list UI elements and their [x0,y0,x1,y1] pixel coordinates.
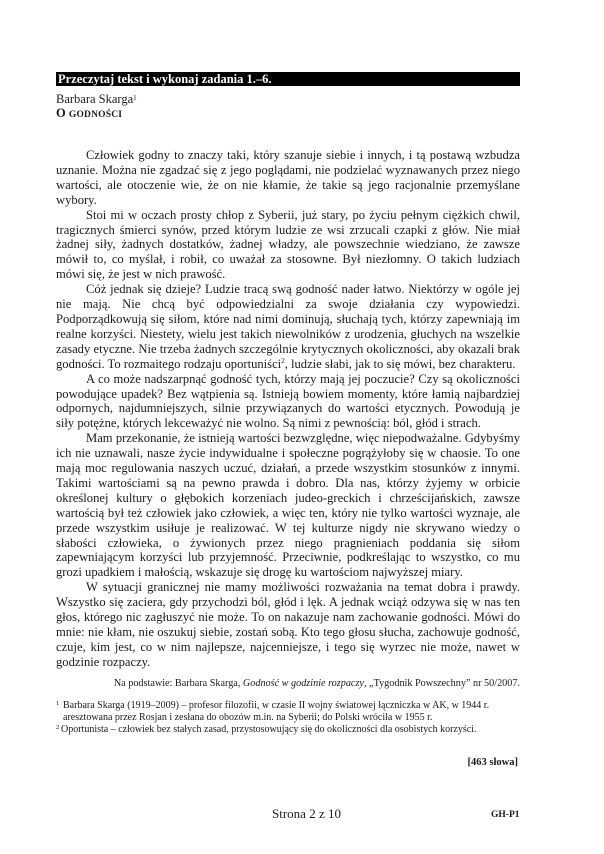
footnote-mark-2: 2 [281,356,285,365]
footnote-2-mark: 2 [56,723,60,731]
exam-code: GH-P1 [491,810,520,820]
paragraph-3 [56,282,520,371]
footnote-1-text: Barbara Skarga (1919–2009) – profesor filozofii, w czasie II wojny światowej łączniczka w AK, w 1944 r. aresztowana przez Rosjan i zesłana do obozów m.in. na Syberii; do Polski wróciła w 1955 r. [63,699,490,723]
author-name: Barbara Skarga [56,92,134,106]
word-count: [463 słowa] [467,756,518,768]
footnote-2-text: Oportunista – człowiek bez stałych zasad, przystosowujący się do okoliczności dla osobistych korzyści. [61,723,477,735]
footnote-2 [56,724,520,736]
source-suffix: , „Tygodnik Powszechny” nr 50/2007. [363,677,520,689]
article-title [56,106,520,122]
page-number: Strona 2 z 10 [272,806,341,821]
source-prefix: Na podstawie: Barbara Skarga, [113,677,243,689]
source-citation [56,677,520,690]
footnote-1-mark: 1 [56,699,60,707]
paragraph-5: Mam przekonanie, że istnieją wartości bezwzględne, więc niepodważalne. Gdybyśmy ich nie uznawali, nasze życie indywidualne i społeczne pogrążyłoby się w chaosie. To one mają moc regulowania naszych uczuć, działań, a przede wszystkim stosunków z innymi. Takimi wartościami są na pewno prawda i dobro. Dla nas, którzy żyjemy w orbicie określonej kultury o głębokich korzeniach judeo-greckich i chrześcijańskich, zawsze wartością był też człowiek jako człowiek, a więc ten, który nie tylko wartości wyznaje, ale przede wszystkim usiłuje je realizować. W tej kulturze nigdy nie skrywano wiedzy o słabości człowieka, o żywionych przez niego pragnieniach poddania się siłom zapewniającym korzyści lub przyjemność. Przeciwnie, podkreślając to wszystko, co mu grozi upadkiem i małością, wskazuje się drogę ku wartościom najwyższej miary. [56,431,520,580]
paragraph-6: W sytuacji granicznej nie mamy możliwości rozważania na temat dobra i prawdy. Wszystko się zaciera, gdy przychodzi ból, głód i lęk. A jednak wciąż odzywa się w nas ten głos, którego nic zagłuszyć nie może. To on nakazuje nam zachowanie godności. Mówi do mnie: nie kłam, nie oszukuj siebie, zostań sobą. Kto tego głosu słucha, zachowuje godność, czuje, kim jest, co w nim najlepsze, najcenniejsze, i tego się wyrzec nie może, nawet w godzinie rozpaczy. [56,580,520,669]
author-footnote-mark: 1 [133,94,137,102]
document-page [56,72,520,769]
article-body [56,148,520,670]
paragraph-4: A co może nadszarpnąć godność tych, którzy mają jej poczucie? Czy są okoliczności powodujące upadek? Bez wątpienia są. Istnieją bowiem momenty, które łamią najbardziej odpornych, najdumniejszych, silnie przywiązanych do wartości etycznych. Powodują je siły potężne, których lekceważyć nie wolno. Są nimi z pewnością: ból, głód i strach. [56,371,520,431]
footnotes [56,700,520,736]
paragraph-3-text-before: Cóż jednak się dzieje? Ludzie tracą swą godność nader łatwo. Niektórzy w ogóle jej nie mają. Nie chcą być odpowiedzialni za swoje działania czy wypowiedzi. Podporządkowują się siłom, które nad nimi dominują, słuchają tych, którzy zapewniają im realne korzyści. Niestety, wielu jest takich niewolników z urodzenia, głuchych na wszelkie zasady etyczne. Nie trzeba żadnych szczególnie krytycznych okoliczności, aby okazali brak godności. To rozmaitego rodzaju oportuniści [56,282,520,371]
paragraph-3-text-after: , ludzie słabi, jak to się mówi, bez charakteru. [284,356,516,371]
title-first: O [56,106,69,120]
article-author [56,92,520,106]
paragraph-1: Człowiek godny to znaczy taki, który szanuje siebie i innych, i tą postawą wzbudza uznanie. Można nie zgadzać się z jego poglądami, nie podzielać wyznawanych przez niego wartości, ale otoczenie wie, że on nie kłamie, że takie są jego racjonalnie przemyślane wybory. [56,148,520,207]
task-instruction-bar: Przeczytaj tekst i wykonaj zadania 1.–6. [56,72,520,86]
footnote-1 [56,700,520,724]
source-title: Godność w godzinie rozpaczy [242,677,364,689]
paragraph-2: Stoi mi w oczach prosty chłop z Syberii, już stary, po życiu pełnym ciężkich chwil, tragicznych śmierci synów, przed którym ludzie ze wsi zrzucali czapki z głów. Nie miał żadnej siły, żadnych dostatków, żadnej władzy, ale powszechnie wiedziano, że zawsze mówił to, co myślał, i robił, co uważał za stosowne. Był niezłomny. O takich ludziach mówi się, że jest w nich prawość. [56,207,520,282]
title-rest: GODNOŚCI [68,110,123,120]
